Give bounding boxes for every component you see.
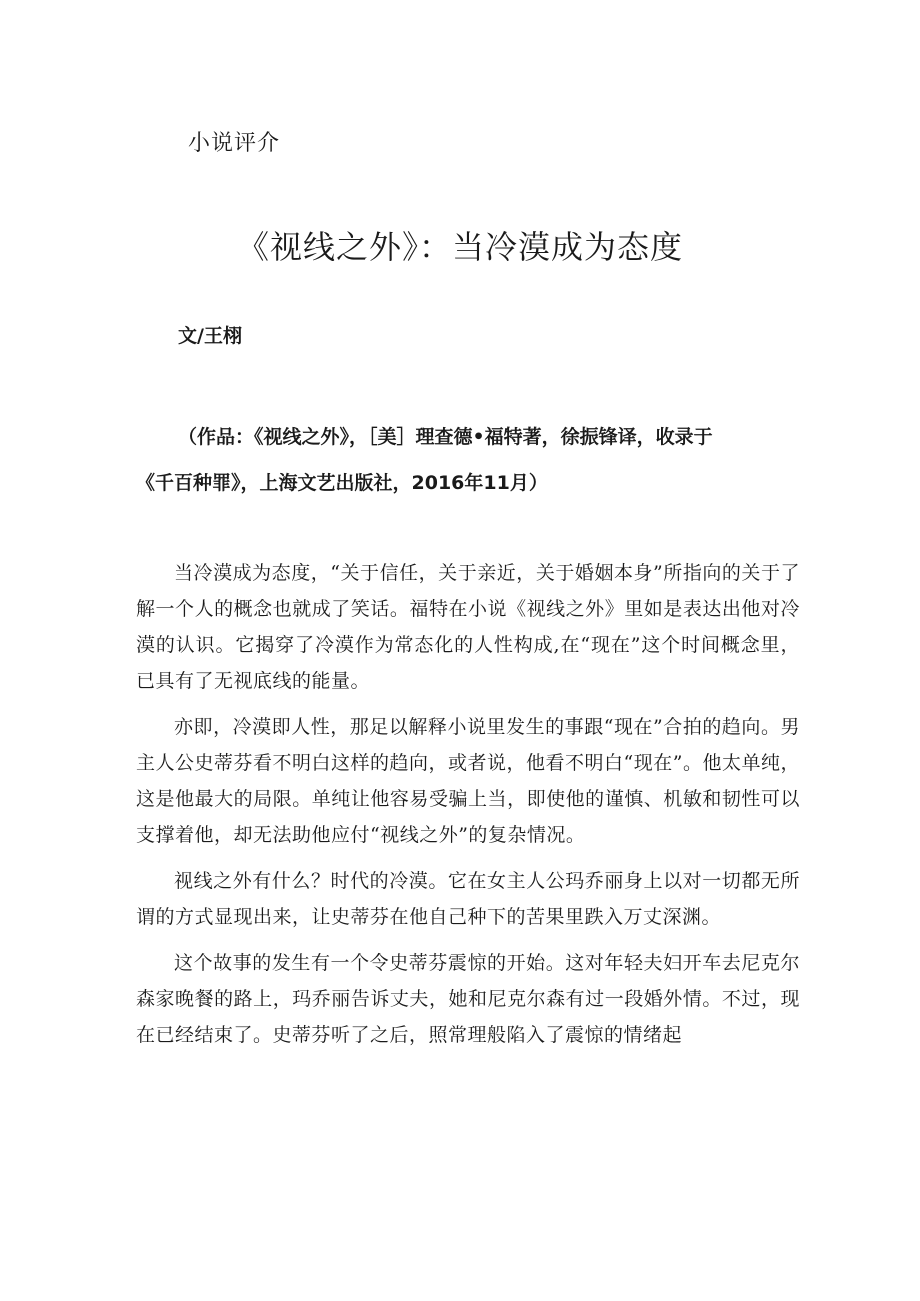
paragraph-3: 视线之外有什么？时代的冷漠。它在女主人公玛乔丽身上以对一切都无所谓的方式显现出来，让史蒂芬在他自己种下的苦果里跌入万丈深渊。: [136, 870, 800, 928]
paragraph-4: 这个故事的发生有一个令史蒂芬震惊的开始。这对年轻夫妇开车去尼克尔森家晚餐的路上，玛乔丽告诉丈夫，她和尼克尔森有过一段婚外情。不过，现在已经结束了。史蒂芬听了之后，照常理般陷入了震惊的情绪起: [136, 952, 800, 1046]
source-note: [136, 414, 800, 506]
column-label: 小说评介: [188, 131, 281, 156]
article-title: 《视线之外》：当冷漠成为态度: [236, 228, 683, 266]
byline: 文/王栩: [178, 325, 242, 347]
source-note-line-1: （作品：《视线之外》，［美］理查德•福特著，徐振锋译，收录于: [178, 426, 713, 448]
article-body: [136, 555, 800, 1063]
source-note-line-2: 《千百种罪》，上海文艺出版社，2016年11月）: [136, 472, 548, 494]
paragraph-2: 亦即，冷漠即人性，那足以解释小说里发生的事跟“现在”合拍的趋向。男主人公史蒂芬看不明白这样的趋向，或者说，他看不明白“现在”。他太单纯，这是他最大的局限。单纯让他容易受骗上当，即使他的谨慎、机敏和韧性可以支撑着他，却无法助他应付“视线之外”的复杂情况。: [136, 716, 800, 846]
paragraph-1: 当冷漠成为态度，“关于信任，关于亲近，关于婚姻本身”所指向的关于了解一个人的概念也就成了笑话。福特在小说《视线之外》里如是表达出他对冷漠的认识。它揭穿了冷漠作为常态化的人性构成,在“现在”这个时间概念里，已具有了无视底线的能量。: [136, 562, 800, 692]
